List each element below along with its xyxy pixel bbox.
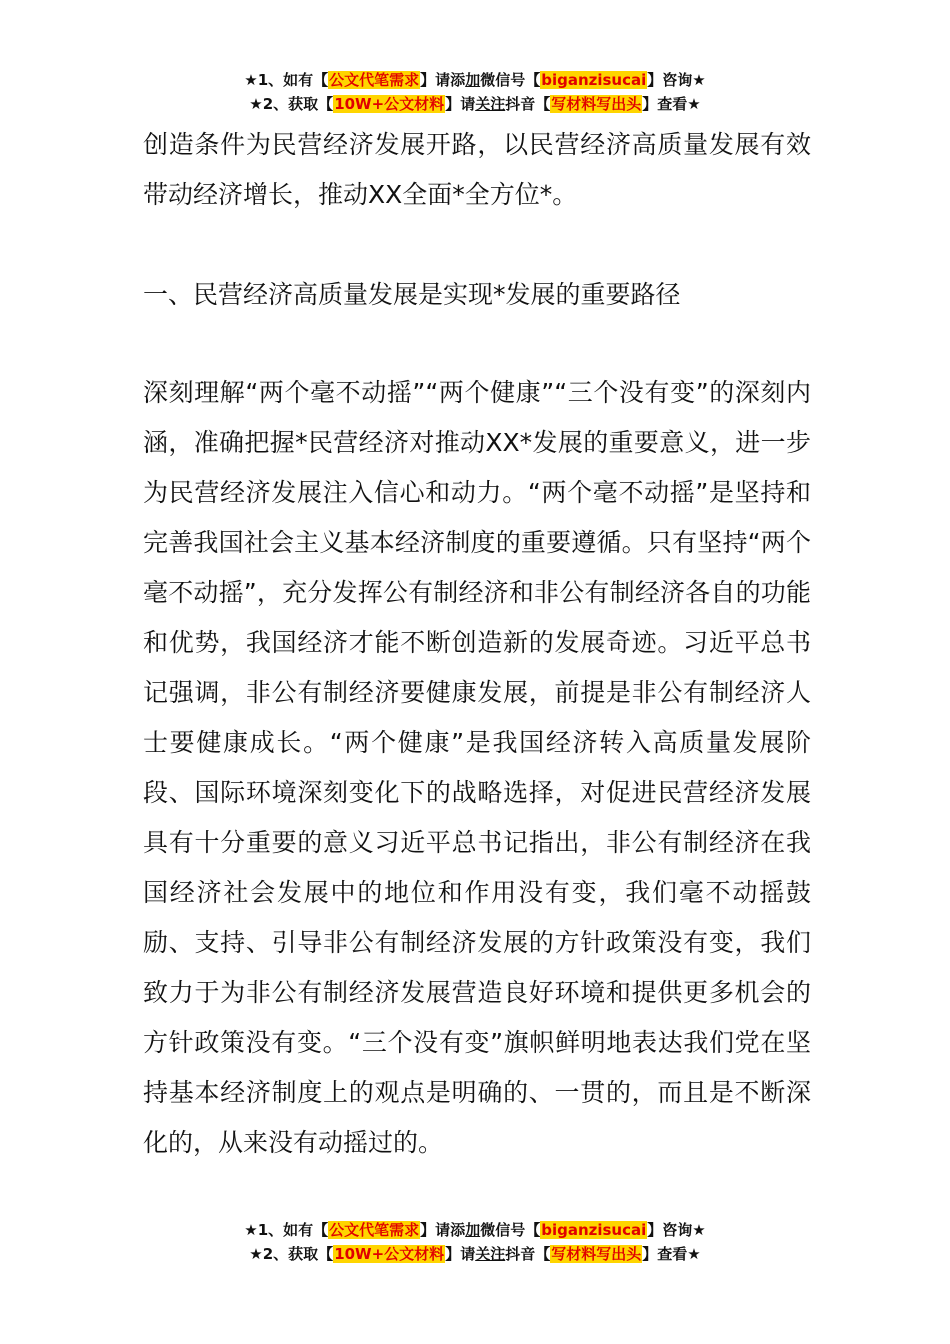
promo-line-1-highlight-service: 公文代笔需求 xyxy=(329,71,420,89)
intro-paragraph-block xyxy=(143,120,811,220)
promo-line-2-highlight-account: 写材料写出头 xyxy=(551,95,642,113)
promo-line-2-mid: 】请 xyxy=(445,95,476,113)
promo-line-1-underlined: 加 xyxy=(465,71,481,89)
intro-paragraph: 创造条件为民营经济发展开路，以民营经济高质量发展有效带动经济增长，推动XX全面*全方位*。 xyxy=(143,130,811,209)
bottom-promo-banner xyxy=(0,1218,950,1266)
body-paragraph: 深刻理解“两个毫不动摇”“两个健康”“三个没有变”的深刻内涵，准确把握*民营经济对推动XX*发展的重要意义，进一步为民营经济发展注入信心和动力。“两个毫不动摇”是坚持和完善我国社会主义基本经济制度的重要遵循。只有坚持“两个毫不动摇”，充分发挥公有制经济和非公有制经济各自的功能和优势，我国经济才能不断创造新的发展奇迹。习近平总书记强调，非公有制经济要健康发展，前提是非公有制经济人士要健康成长。“两个健康”是我国经济转入高质量发展阶段、国际环境深刻变化下的战略选择，对促进民营经济发展具有十分重要的意义习近平总书记指出，非公有制经济在我国经济社会发展中的地位和作用没有变，我们毫不动摇鼓励、支持、引导非公有制经济发展的方针政策没有变，我们致力于为非公有制经济发展营造良好环境和提供更多机会的方针政策没有变。“三个没有变”旗帜鲜明地表达我们党在坚持基本经济制度上的观点是明确的、一贯的，而且是不断深化的，从来没有动摇过的。 xyxy=(143,378,811,1157)
promo-line-1-mid: 】请添 xyxy=(420,71,466,89)
promo-line-1 xyxy=(0,68,950,92)
promo-line-2-suffix: 】查看★ xyxy=(642,1245,701,1263)
promo-line-1-highlight-wechat-id: biganzisucai xyxy=(541,71,647,89)
promo-line-2-highlight-materials: 10W+公文材料 xyxy=(334,1245,445,1263)
body-paragraph-block xyxy=(143,368,811,1168)
promo-line-2-underlined: 关注 xyxy=(475,1245,506,1263)
promo-line-1-suffix: 】咨询★ xyxy=(647,1221,706,1239)
promo-line-2-prefix: ★2、获取【 xyxy=(249,1245,334,1263)
promo-line-2 xyxy=(0,92,950,116)
promo-line-1-highlight-wechat-id: biganzisucai xyxy=(541,1221,647,1239)
promo-line-1-mid2: 微信号【 xyxy=(480,71,541,89)
section-heading: 一、民营经济高质量发展是实现*发展的重要路径 xyxy=(143,280,681,309)
promo-line-1-highlight-service: 公文代笔需求 xyxy=(329,1221,420,1239)
promo-line-1-prefix: ★1、如有【 xyxy=(244,71,329,89)
promo-line-1-mid: 】请添 xyxy=(420,1221,466,1239)
promo-line-2-suffix: 】查看★ xyxy=(642,95,701,113)
promo-line-1-suffix: 】咨询★ xyxy=(647,71,706,89)
promo-line-2-mid: 】请 xyxy=(445,1245,476,1263)
promo-line-2-mid2: 抖音【 xyxy=(505,1245,551,1263)
promo-line-2-underlined: 关注 xyxy=(475,95,506,113)
section-heading-block xyxy=(143,270,811,320)
promo-line-1-mid2: 微信号【 xyxy=(480,1221,541,1239)
promo-line-1 xyxy=(0,1218,950,1242)
promo-line-1-underlined: 加 xyxy=(465,1221,481,1239)
promo-line-2-prefix: ★2、获取【 xyxy=(249,95,334,113)
top-promo-banner xyxy=(0,68,950,116)
promo-line-2-highlight-account: 写材料写出头 xyxy=(551,1245,642,1263)
promo-line-1-prefix: ★1、如有【 xyxy=(244,1221,329,1239)
promo-line-2-mid2: 抖音【 xyxy=(505,95,551,113)
promo-line-2 xyxy=(0,1242,950,1266)
promo-line-2-highlight-materials: 10W+公文材料 xyxy=(334,95,445,113)
